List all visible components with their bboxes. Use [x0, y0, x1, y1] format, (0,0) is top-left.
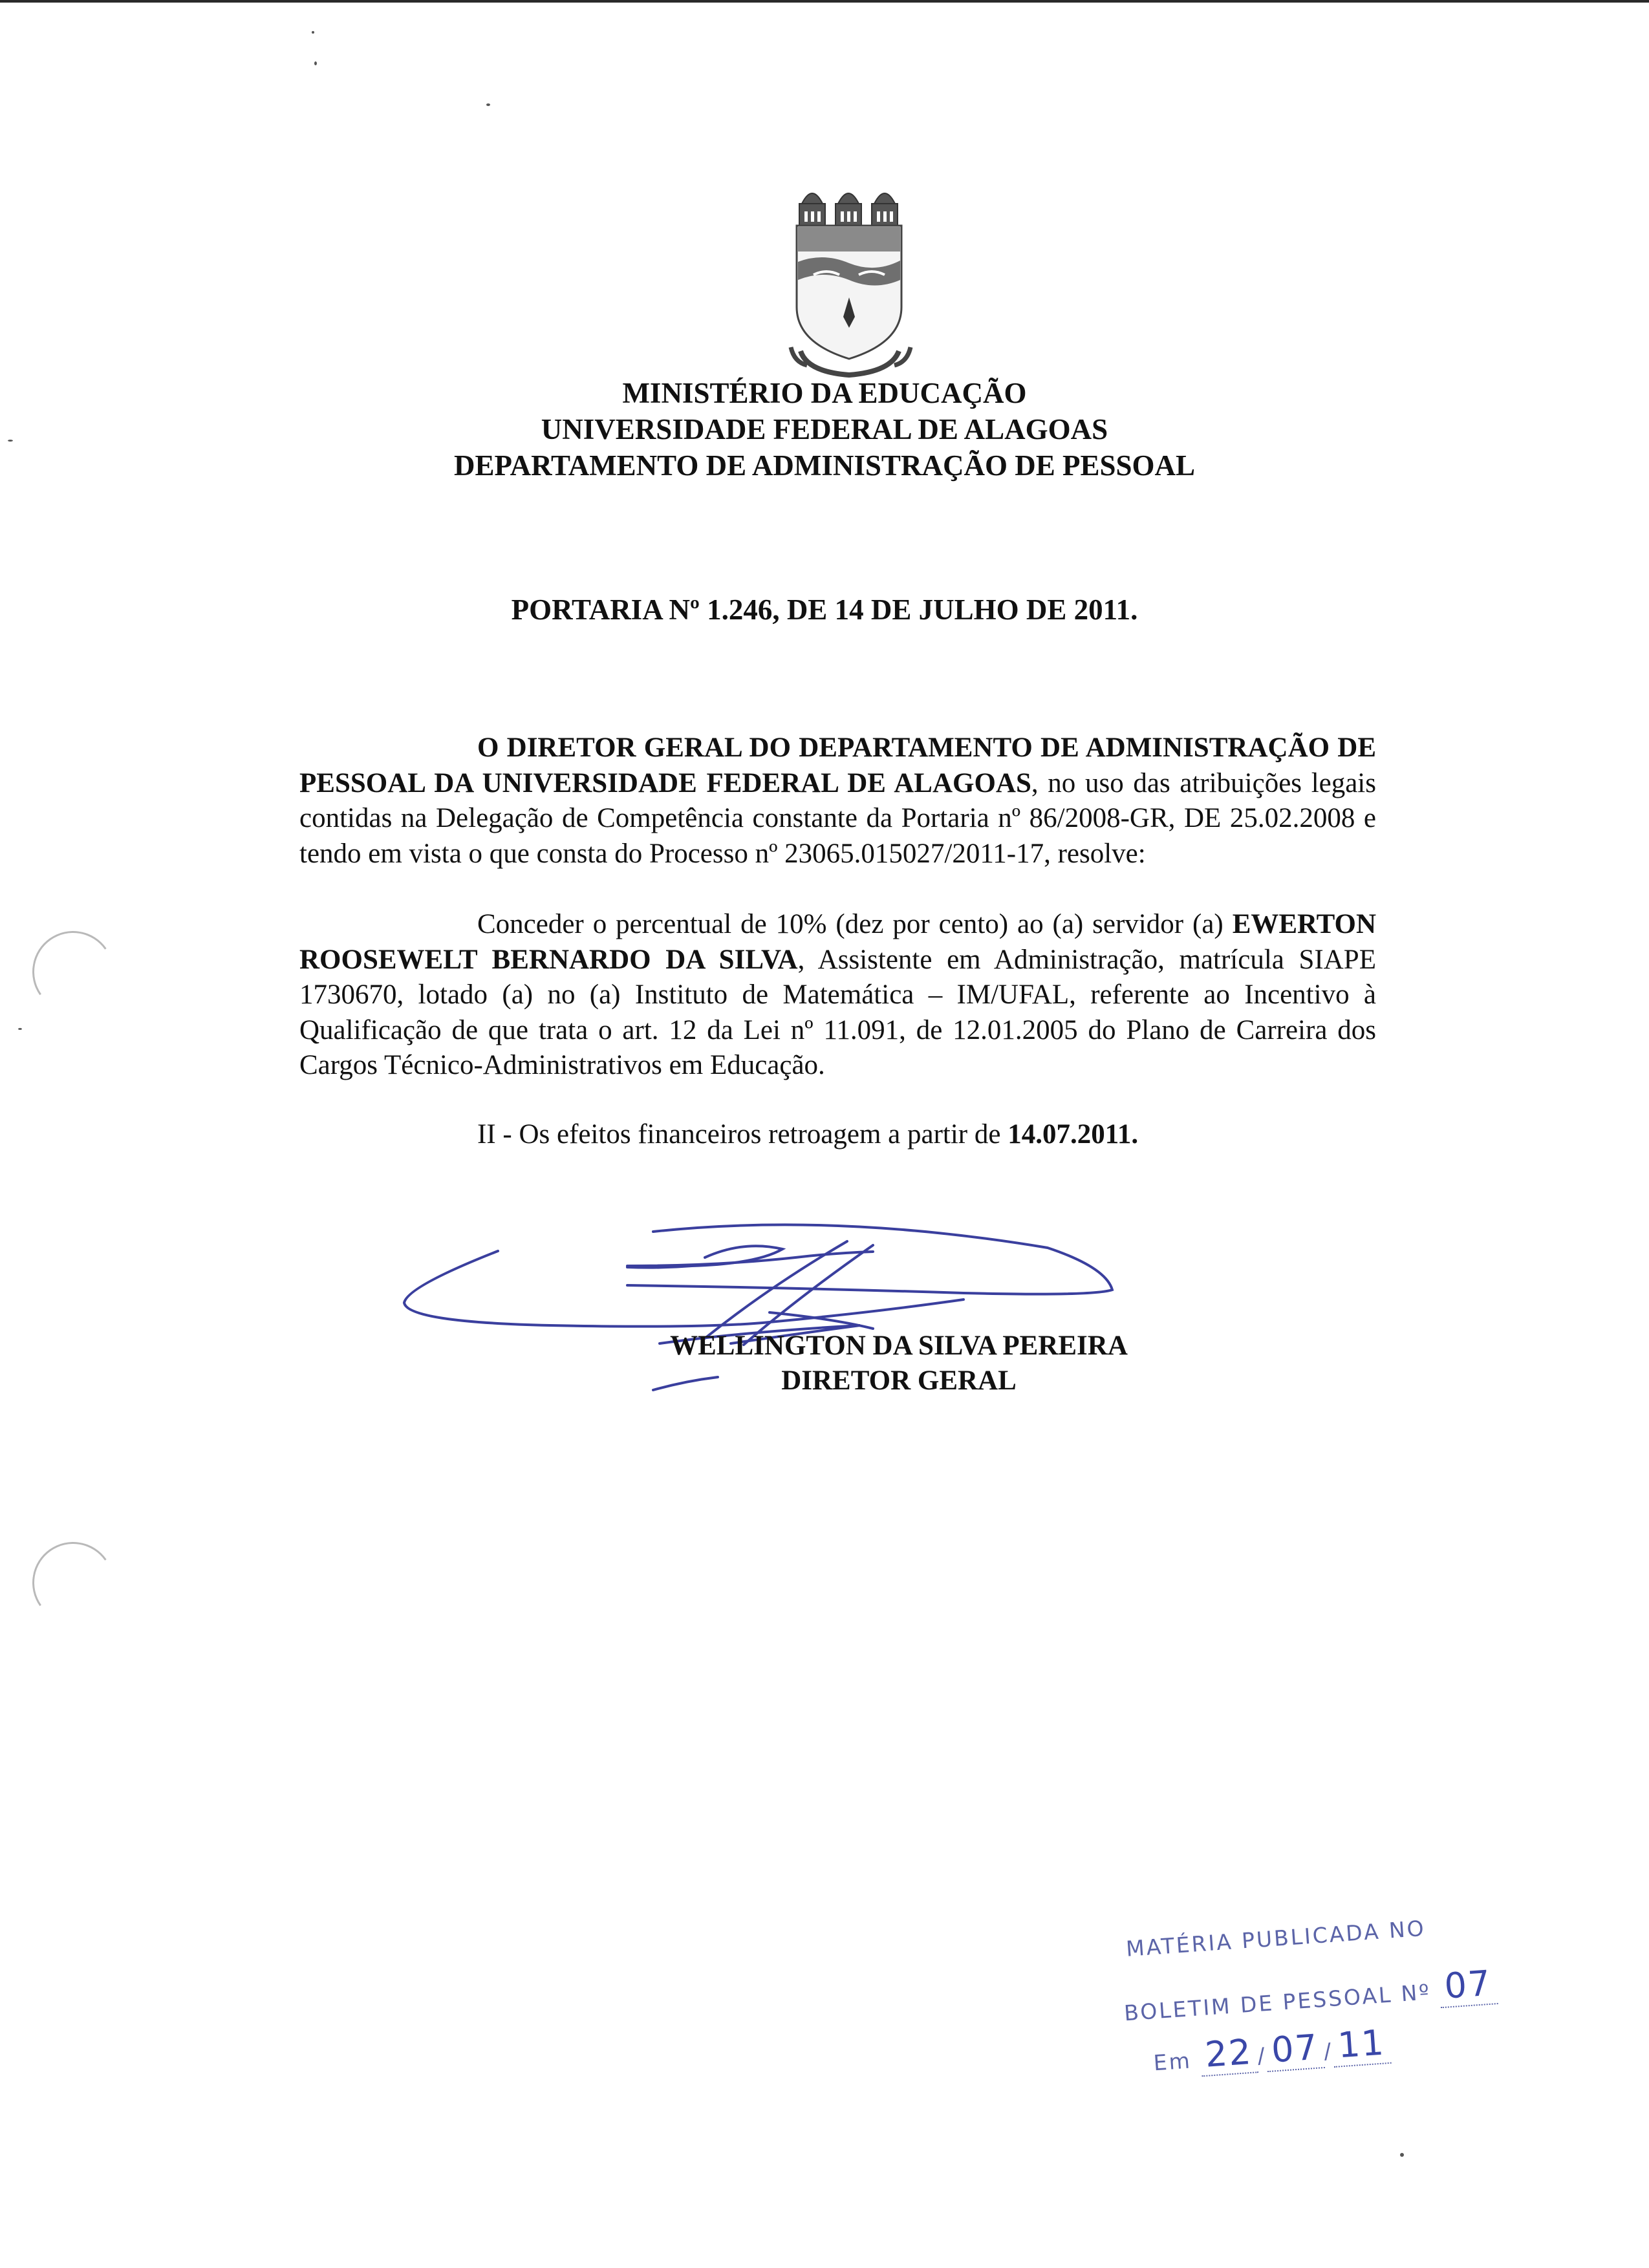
effects-text: II - Os efeitos financeiros retroagem a partir de — [477, 1118, 1008, 1150]
stamp-day: 22 — [1198, 2031, 1258, 2077]
signer-block — [0, 1329, 1649, 1398]
effects-paragraph — [299, 1117, 1376, 1153]
grant-details: , Assistente em Administração, matrícula SIAPE 1730670, lotado (a) no (a) Instituto de Matemática – IM/UFAL, referente ao Incentivo à Qualificação de que trata o art. 12 da Lei nº 11.091, de 12.01.2005 do Plano de Carreira dos Cargos Técnico-Administrativos em Educação. — [299, 944, 1376, 1080]
document-header — [0, 375, 1649, 484]
grant-intro: Conceder o percentual de 10% (dez por cento) ao (a) servidor (a) — [477, 909, 1233, 939]
signer-title: DIRETOR GERAL — [781, 1365, 1017, 1396]
scan-speck — [314, 61, 317, 65]
stamp-boletim-label: BOLETIM DE PESSOAL Nº — [1123, 1979, 1432, 2026]
scan-speck — [486, 103, 490, 106]
authority-name: O DIRETOR GERAL DO DEPARTAMENTO DE ADMINISTRAÇÃO DE PESSOAL DA UNIVERSIDADE FEDERAL DE ALAGOAS — [299, 733, 1376, 798]
scan-speck — [1400, 2153, 1404, 2157]
stamp-separator: / — [1256, 2042, 1268, 2069]
stamp-separator: / — [1322, 2038, 1334, 2064]
punch-hole-mark — [26, 925, 120, 1019]
university-seal-icon — [788, 178, 917, 381]
stamp-year: 11 — [1331, 2022, 1392, 2068]
grant-paragraph — [299, 907, 1376, 1084]
stamp-em-label: Em — [1152, 2048, 1192, 2076]
stamp-line-2 — [1123, 1962, 1498, 2030]
ministry-name: MINISTÉRIO DA EDUCAÇÃO — [622, 377, 1027, 409]
preamble-text: , no uso das atribuições legais contidas na Delegação de Competência constante da Portaria nº 86/2008-GR, DE 25.02.2008 e tendo em vista o que consta do Processo nº 23065.015027/2011-17, resolve: — [299, 767, 1376, 869]
punch-hole-mark — [26, 1535, 120, 1630]
publication-stamp — [1125, 1909, 1524, 2104]
portaria-title: PORTARIA Nº 1.246, DE 14 DE JULHO DE 2011. — [511, 594, 1138, 626]
page-top-border — [0, 0, 1649, 3]
preamble-paragraph — [299, 731, 1376, 872]
signer-name: WELLINGTON DA SILVA PEREIRA — [670, 1331, 1128, 1361]
scan-speck — [18, 1028, 22, 1030]
effects-date: 14.07.2011. — [1008, 1118, 1139, 1150]
stamp-line-3 — [1152, 2022, 1392, 2080]
university-name: UNIVERSIDADE FEDERAL DE ALAGOAS — [541, 413, 1108, 445]
document-body — [299, 731, 1376, 1152]
servant-name: EWERTON ROOSEWELT BERNARDO DA SILVA — [299, 909, 1376, 975]
scan-speck — [312, 31, 314, 34]
stamp-boletim-number: 07 — [1438, 1962, 1498, 2008]
stamp-line-1: MATÉRIA PUBLICADA NO — [1125, 1915, 1427, 1962]
stamp-month: 07 — [1265, 2026, 1325, 2072]
department-name: DEPARTAMENTO DE ADMINISTRAÇÃO DE PESSOAL — [453, 449, 1196, 482]
